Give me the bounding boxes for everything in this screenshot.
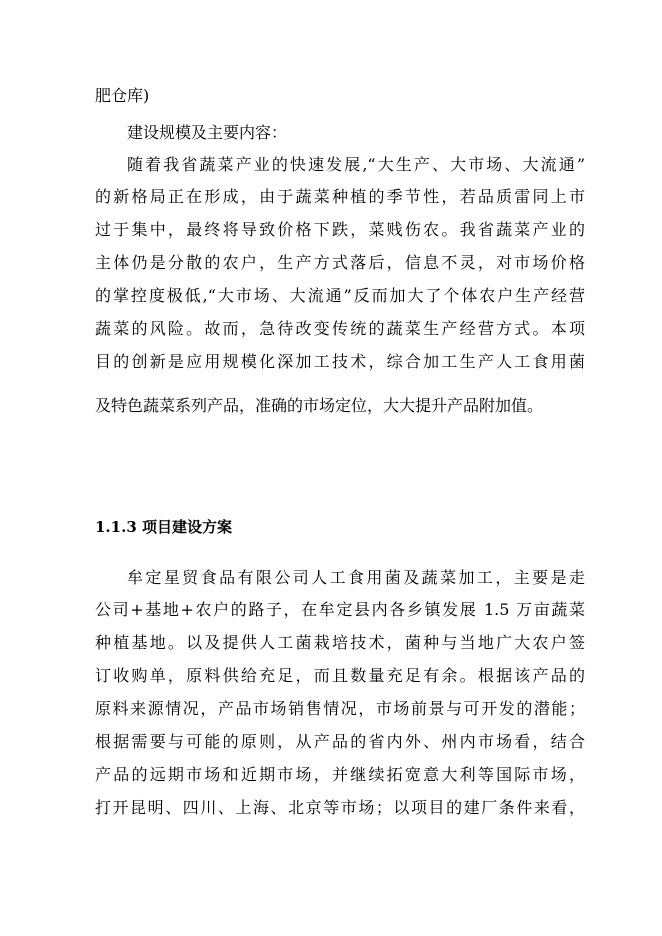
section-subtitle: 建设规模及主要内容： (127, 123, 288, 142)
paragraph-line: 产品的远期市场和近期市场，并继续拓宽意大利等国际市场， (95, 765, 585, 784)
continuation-line: 肥仓库) (95, 86, 150, 105)
paragraph-line: 牟定星贸食品有限公司人工食用菌及蔬菜加工，主要是走 (127, 568, 585, 587)
paragraph-line: 目的创新是应用规模化深加工技术，综合加工生产人工食用菌 (95, 352, 585, 371)
paragraph-line: 原料来源情况，产品市场销售情况，市场前景与可开发的潜能； (95, 699, 585, 718)
paragraph-line: 的新格局正在形成，由于蔬菜种植的季节性，若品质雷同上市 (95, 187, 585, 206)
section-heading: 1.1.3 项目建设方案 (95, 518, 232, 536)
paragraph-line: 及特色蔬菜系列产品，准确的市场定位，大大提升产品附加值。 (95, 396, 544, 415)
paragraph-line: 蔬菜的风险。故而，急待改变传统的蔬菜生产经营方式。本项 (95, 319, 585, 338)
paragraph-line: 种植基地。以及提供人工菌栽培技术，菌种与当地广大农户签 (95, 633, 585, 652)
paragraph-line: 的掌控度极低,“大市场、大流通”反而加大了个体农户生产经营 (95, 286, 585, 305)
paragraph-line: 公司+基地+农户的路子，在牟定县内各乡镇发展 1.5 万亩蔬菜 (95, 600, 585, 619)
paragraph-line: 订收购单，原料供给充足，而且数量充足有余。根据该产品的 (95, 666, 585, 685)
paragraph-line: 随着我省蔬菜产业的快速发展,“大生产、大市场、大流通” (127, 155, 585, 174)
paragraph-line: 根据需要与可能的原则，从产品的省内外、州内市场看，结合 (95, 732, 585, 751)
paragraph-line: 过于集中，最终将导致价格下跌，菜贱伤农。我省蔬菜产业的 (95, 220, 585, 239)
paragraph-line: 主体仍是分散的农户，生产方式落后，信息不灵，对市场价格 (95, 253, 585, 272)
paragraph-line: 打开昆明、四川、上海、北京等市场；以项目的建厂条件来看， (95, 798, 585, 817)
